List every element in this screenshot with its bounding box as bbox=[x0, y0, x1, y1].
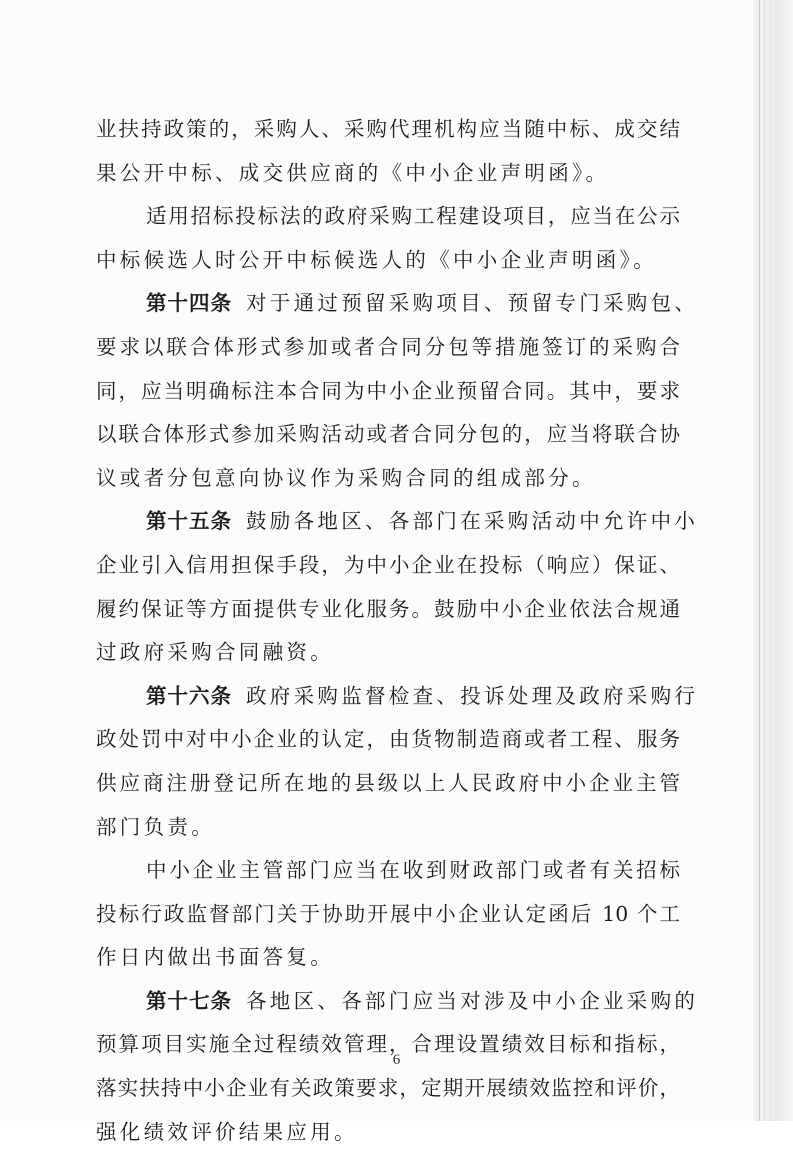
text-line: 作日内做出书面答复。 bbox=[96, 945, 334, 970]
page-number: 6 bbox=[392, 1052, 401, 1068]
text-line: 强化绩效评价结果应用。 bbox=[96, 1119, 358, 1144]
text-span: 各地区、各部门应当对涉及中小企业采购的 bbox=[246, 988, 699, 1013]
text-span: 对于通过预留采购项目、预留专门采购包、 bbox=[246, 291, 699, 316]
text-line: 投标行政监督部门关于协助开展中小企业认定函后 10 个工 bbox=[96, 901, 680, 926]
text-line: 履约保证等方面提供专业化服务。鼓励中小企业依法合规通 bbox=[96, 596, 680, 621]
article-14-first-line bbox=[96, 282, 699, 326]
scan-edge-line bbox=[770, 0, 771, 1121]
text-line: 要求以联合体形式参加或者合同分包等措施签订的采购合 bbox=[96, 334, 680, 359]
text-span: 政府采购监督检查、投诉处理及政府采购行 bbox=[246, 683, 699, 708]
text-line: 供应商注册登记所在地的县级以上人民政府中小企业主管 bbox=[96, 770, 680, 795]
text-line: 企业引入信用担保手段，为中小企业在投标（响应）保证、 bbox=[96, 552, 680, 577]
text-line: 业扶持政策的，采购人、采购代理机构应当随中标、成交结 bbox=[96, 117, 680, 141]
article-heading: 第十五条 bbox=[146, 509, 232, 534]
article-15-first-line bbox=[96, 500, 699, 544]
text-line: 中小企业主管部门应当在收到财政部门或者有关招标 bbox=[146, 858, 680, 883]
document-body bbox=[96, 108, 699, 1154]
scan-edge-line bbox=[759, 0, 760, 1121]
text-line: 政处罚中对中小企业的认定，由货物制造商或者工程、服务 bbox=[96, 727, 680, 752]
text-line: 过政府采购合同融资。 bbox=[96, 640, 334, 665]
article-16-first-line bbox=[96, 675, 699, 719]
article-heading: 第十六条 bbox=[146, 683, 232, 708]
text-line: 同，应当明确标注本合同为中小企业预留合同。其中，要求 bbox=[96, 378, 680, 403]
text-span: 鼓励各地区、各部门在采购活动中允许中小 bbox=[246, 509, 699, 534]
article-heading: 第十四条 bbox=[146, 291, 232, 316]
text-line: 果公开中标、成交供应商的《中小企业声明函》。 bbox=[96, 160, 610, 185]
text-line: 落实扶持中小企业有关政策要求，定期开展绩效监控和评价， bbox=[96, 1076, 680, 1101]
text-line: 适用招标投标法的政府采购工程建设项目，应当在公示 bbox=[146, 204, 680, 229]
text-line: 中标候选人时公开中标候选人的《中小企业声明函》。 bbox=[96, 247, 657, 272]
article-heading: 第十七条 bbox=[146, 988, 232, 1013]
text-line: 议或者分包意向协议作为采购合同的组成部分。 bbox=[96, 465, 596, 490]
scan-edge-line bbox=[764, 0, 765, 1121]
text-line: 部门负责。 bbox=[96, 814, 215, 839]
article-17-first-line bbox=[96, 980, 699, 1024]
text-line: 预算项目实施全过程绩效管理，合理设置绩效目标和指标， bbox=[96, 1032, 680, 1057]
text-line: 以联合体形式参加采购活动或者合同分包的，应当将联合协 bbox=[96, 422, 680, 447]
